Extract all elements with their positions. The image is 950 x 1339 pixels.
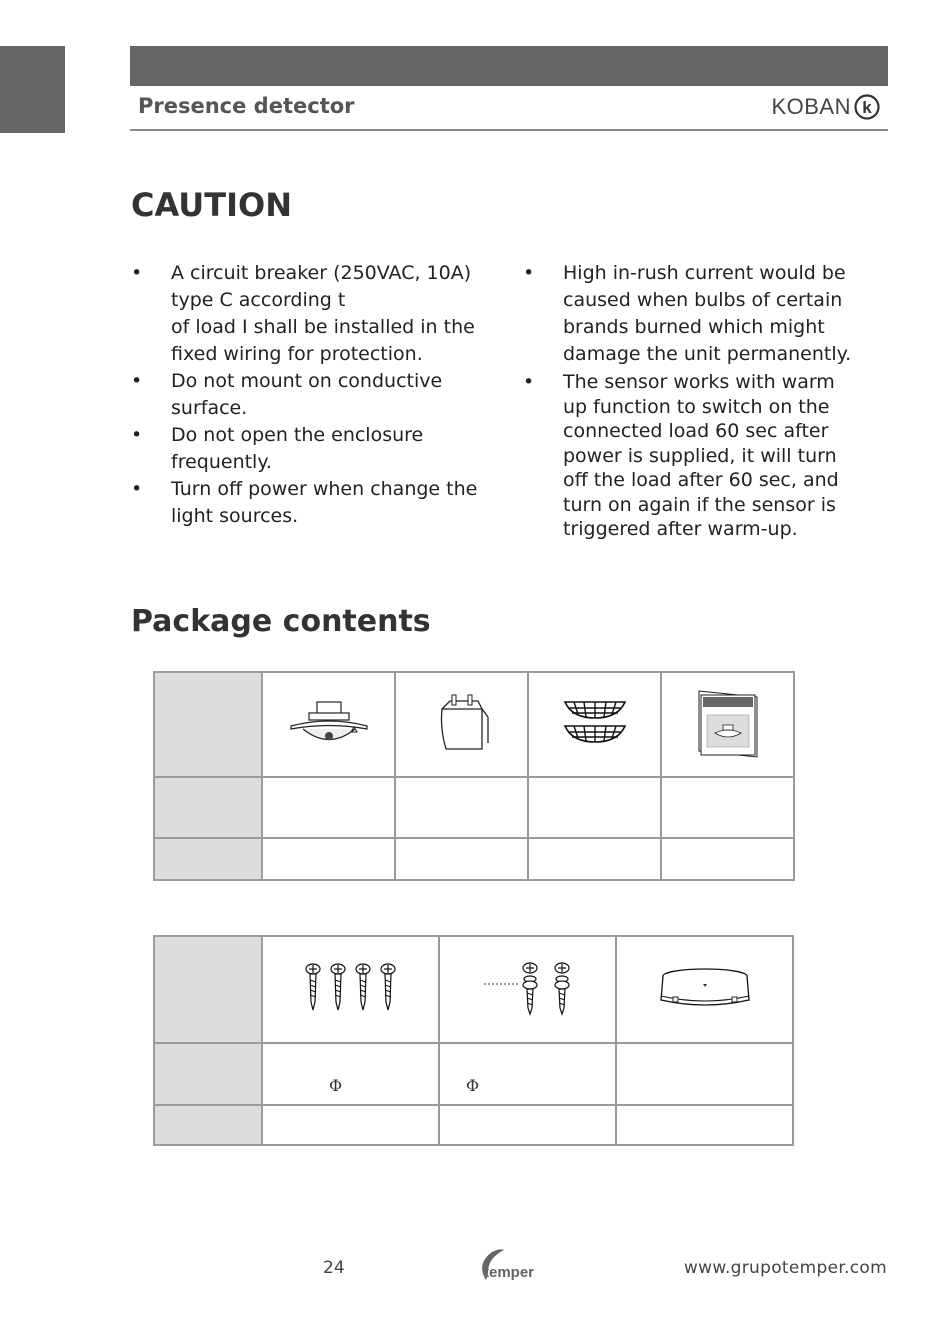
temper-logo-icon [474,1246,546,1288]
table-cell [439,1043,616,1105]
caution-list-right [523,260,868,542]
package-table-1 [153,671,795,881]
manual-icon [693,687,763,759]
caution-item: • High in-rush current would be caused when bulbs of certain brands burned which might damage the unit permanently. [523,262,852,365]
table-cell [616,1043,793,1105]
table-cell [616,1105,793,1145]
caution-list-left [131,260,511,530]
header-bar [130,46,888,86]
detector-icon [287,698,371,748]
screws-icon [301,962,401,1014]
caution-item: • Turn off power when change the light sources. [131,478,478,527]
table-cell [661,838,794,880]
table-label-cell [154,1043,262,1105]
caution-item: • Do not open the enclosure frequently. [131,424,424,473]
brand-logo [771,94,880,120]
table-cell [395,838,528,880]
item-image-cell [439,936,616,1043]
package-table-2 [153,935,794,1146]
side-tab [0,46,65,133]
small-screws-icon [478,960,578,1016]
item-image-cell [616,936,793,1043]
table-label-cell [154,1105,262,1145]
brand-name: KOBAN [771,94,851,119]
item-image-cell [528,672,661,777]
item-image-cell [661,672,794,777]
brand-mark-icon [854,94,880,120]
table-label-cell [154,672,262,777]
table-cell [262,1105,439,1145]
bracket-icon [432,693,492,753]
table-cell [262,777,395,838]
temper-logo [474,1246,546,1292]
caution-heading: CAUTION [131,186,292,224]
package-heading: Package contents [131,604,431,639]
svg-text:temper: temper [484,1264,535,1281]
item-image-cell [262,936,439,1043]
footer-url[interactable]: www.grupotemper.com [683,1258,887,1278]
page-number: 24 [323,1258,345,1278]
table-label-cell [154,838,262,880]
diameter-symbol: Φ [328,1075,343,1095]
table-cell [661,777,794,838]
table-label-cell [154,777,262,838]
lens-covers-icon [562,698,628,748]
caution-item: • Do not mount on conductive surface. [131,370,443,419]
table-cell [395,777,528,838]
table-cell [528,838,661,880]
caution-item: • A circuit breaker (250VAC, 10A) type C according t of load I shall be installed in the fixed wiring for protection. [131,262,475,365]
page-header-title: Presence detector [138,94,355,118]
header-divider [130,129,888,131]
caution-item: • The sensor works with warm up function to switch on the connected load 60 sec after power is supplied, it will turn off the load after 60 sec, and turn on again if the sensor is triggered after warm-up. [523,371,839,540]
item-image-cell [395,672,528,777]
svg-text:k: k [862,98,872,117]
table-label-cell [154,936,262,1043]
diameter-symbol: Φ [466,1075,480,1095]
table-cell [262,1043,439,1105]
item-image-cell [262,672,395,777]
surface-box-icon [657,966,753,1010]
table-cell [439,1105,616,1145]
table-cell [528,777,661,838]
table-cell [262,838,395,880]
